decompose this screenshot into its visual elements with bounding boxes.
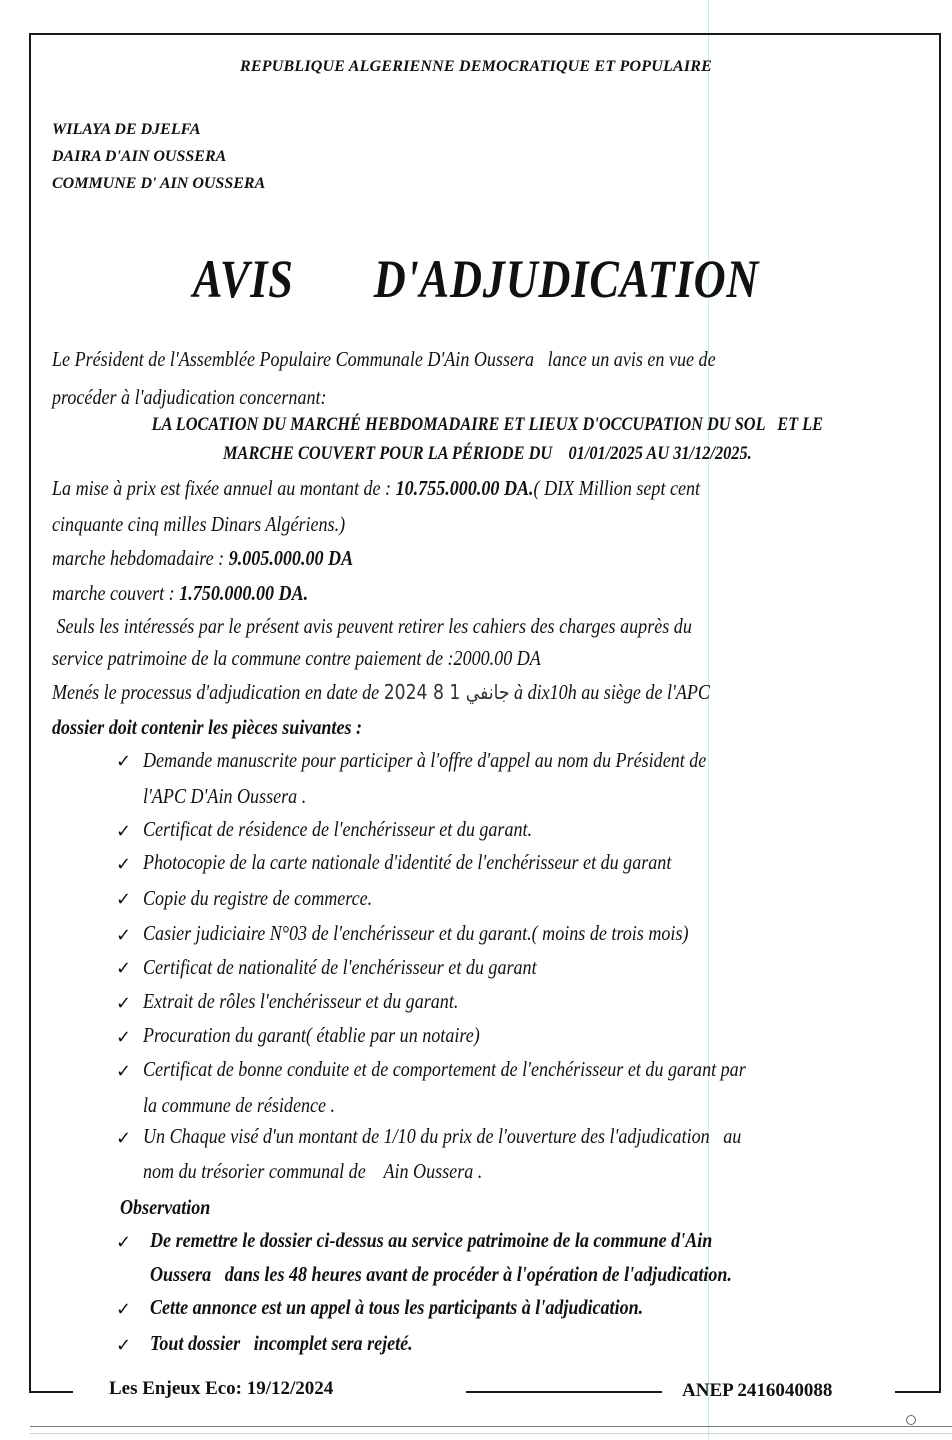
process-line (52, 680, 922, 705)
hebdo-line (52, 546, 922, 571)
dossier-item-9: Certificat de bonne conduite et de comportement de l'enchérisseur et du garant par (143, 1057, 746, 1081)
subject-line-2: MARCHE COUVERT POUR LA PÉRIODE DU 01/01/2025 AU 31/12/2025. (222, 443, 752, 464)
dossier-item-10: Un Chaque visé d'un montant de 1/10 du prix de l'ouverture des l'adjudication au (143, 1124, 742, 1148)
check-icon: ✓ (116, 1299, 132, 1320)
dossier-item-3: Photocopie de la carte nationale d'identité de l'enchérisseur et du garant (143, 850, 672, 874)
scan-dot-mark (906, 1415, 916, 1425)
intro-line-2: procéder à l'adjudication concernant: (52, 385, 327, 409)
observation-heading: Observation (120, 1195, 211, 1219)
observation-2: Cette annonce est un appel à tous les participants à l'adjudication. (150, 1295, 644, 1319)
check-icon: ✓ (116, 1061, 132, 1082)
dossier-item-1: Demande manuscrite pour participer à l'offre d'appel au nom du Président de (143, 748, 707, 772)
publication-source: Les Enjeux Eco: 19/12/2024 (109, 1378, 334, 1399)
mise-a-prix-line (52, 476, 922, 501)
retrieval-line-2: service patrimoine de la commune contre paiement de :2000.00 DA (52, 646, 541, 670)
dossier-item-4: Copie du registre de commerce. (143, 886, 373, 910)
dossier-item-6: Certificat de nationalité de l'enchérisseur et du garant (143, 955, 537, 979)
check-icon: ✓ (116, 751, 132, 772)
check-icon: ✓ (116, 925, 132, 946)
scan-edge-line (30, 1426, 952, 1427)
hebdo-label: marche hebdomadaire : (52, 546, 229, 570)
mise-amount: 10.755.000.00 DA. (395, 476, 534, 500)
check-icon: ✓ (116, 889, 132, 910)
dossier-item-9-cont: la commune de résidence . (143, 1093, 336, 1117)
notice-frame (29, 33, 941, 1393)
couvert-label: marche couvert : (52, 581, 180, 605)
check-icon: ✓ (116, 1027, 132, 1048)
notice-title: AVIS D'ADJUDICATION (192, 249, 760, 309)
mise-words-line-2: cinquante cinq milles Dinars Algériens.) (52, 512, 346, 536)
mise-words: ( DIX Million sept cent (533, 476, 701, 500)
retrieval-line-1: Seuls les intéressés par le présent avis peuvent retirer les cahiers des charges auprès du (52, 614, 692, 638)
check-icon: ✓ (116, 1232, 132, 1253)
date-stamp: 2024 جانفي 1 8 (383, 680, 510, 704)
couvert-amount: 1.750.000.00 DA. (179, 581, 309, 605)
check-icon: ✓ (116, 1335, 132, 1356)
check-icon: ✓ (116, 993, 132, 1014)
check-icon: ✓ (116, 821, 132, 842)
dossier-item-2: Certificat de résidence de l'enchérisseur et du garant. (143, 817, 533, 841)
intro-line-1: Le Président de l'Assemblée Populaire Communale D'Ain Oussera lance un avis en vue de (52, 347, 716, 371)
dossier-item-5: Casier judiciaire N°03 de l'enchérisseur et du garant.( moins de trois mois) (143, 921, 689, 945)
hebdo-amount: 9.005.000.00 DA (228, 546, 354, 570)
dossier-item-1-cont: l'APC D'Ain Oussera . (143, 784, 307, 808)
dossier-item-10-cont: nom du trésorier communal de Ain Oussera . (143, 1159, 483, 1183)
commune-line: COMMUNE D' AIN OUSSERA (52, 175, 266, 192)
scan-edge-line-light (30, 1433, 952, 1434)
frame-bottom-middle (466, 1391, 662, 1393)
anep-reference: ANEP 2416040088 (682, 1380, 833, 1401)
process-suffix: à dix10h au siège de l'APC (514, 680, 710, 704)
subject-line-1: LA LOCATION DU MARCHÉ HEBDOMADAIRE ET LIEUX D'OCCUPATION DU SOL ET LE (151, 414, 823, 435)
check-icon: ✓ (116, 958, 132, 979)
check-icon: ✓ (116, 1128, 132, 1149)
dossier-item-7: Extrait de rôles l'enchérisseur et du garant. (143, 989, 459, 1013)
daira-line: DAIRA D'AIN OUSSERA (52, 148, 227, 165)
observation-1-cont: Oussera dans les 48 heures avant de procéder à l'opération de l'adjudication. (150, 1262, 732, 1286)
observation-1: De remettre le dossier ci-dessus au service patrimoine de la commune d'Ain (150, 1228, 713, 1252)
mise-label: La mise à prix est fixée annuel au montant de : (52, 476, 396, 500)
frame-bottom-left (29, 1391, 73, 1393)
frame-bottom-right (895, 1391, 941, 1393)
process-prefix: Menés le processus d'adjudication en date de (52, 680, 380, 704)
dossier-item-8: Procuration du garant( établie par un notaire) (143, 1023, 480, 1047)
country-header: REPUBLIQUE ALGERIENNE DEMOCRATIQUE ET POPULAIRE (240, 58, 712, 75)
wilaya-line: WILAYA DE DJELFA (52, 121, 201, 138)
check-icon: ✓ (116, 854, 132, 875)
dossier-heading: dossier doit contenir les pièces suivantes : (52, 715, 363, 739)
observation-3: Tout dossier incomplet sera rejeté. (150, 1331, 413, 1355)
administration-block (52, 116, 265, 197)
couvert-line (52, 581, 922, 606)
